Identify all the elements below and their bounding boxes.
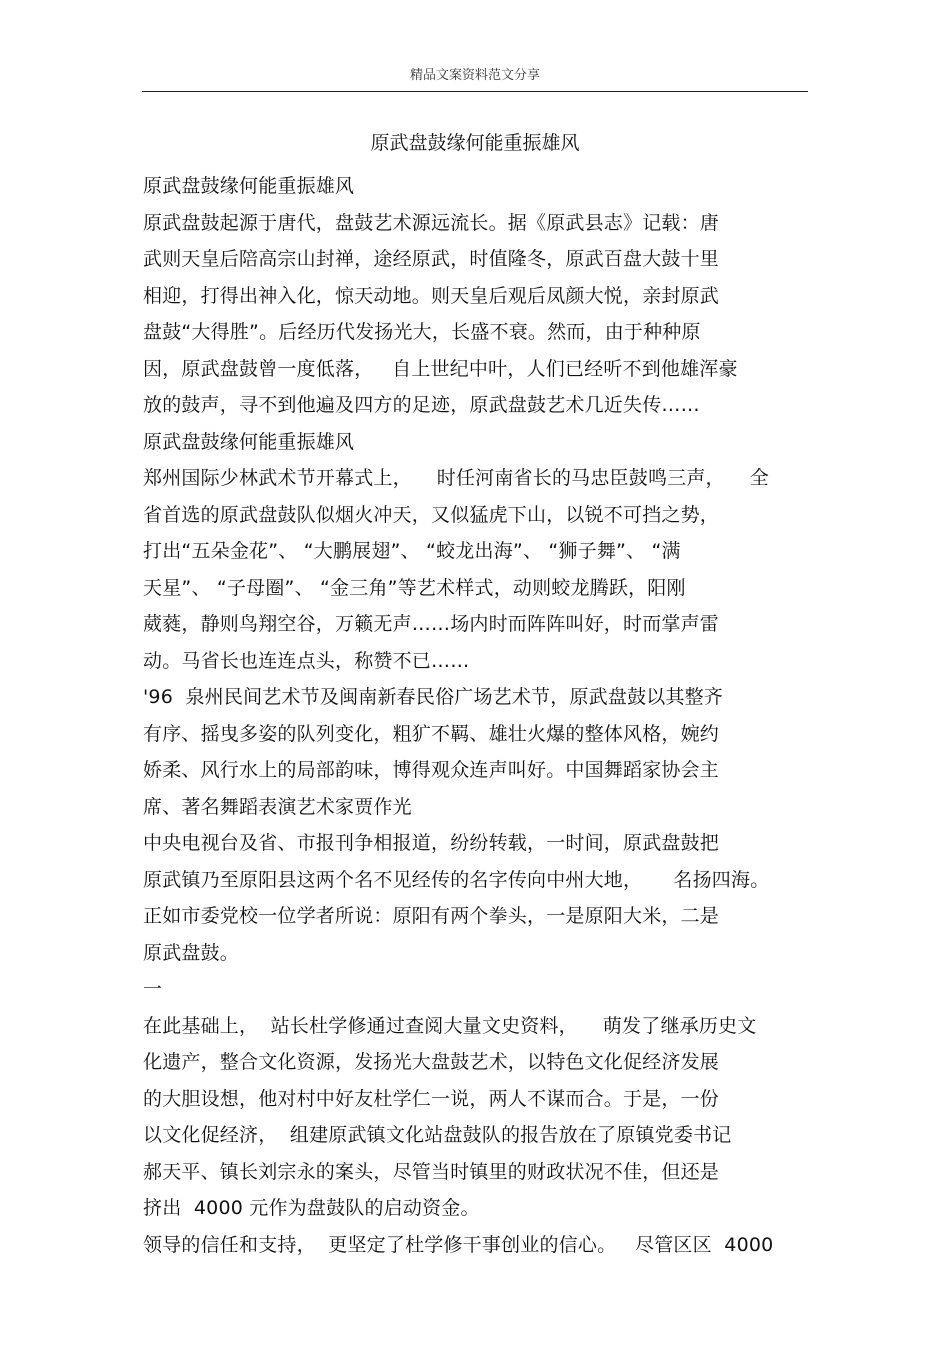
document-title: 原武盘鼓缘何能重振雄风 (370, 132, 580, 154)
body-line: 娇柔、风行水上的局部韵味，博得观众连声叫好。中国舞蹈家协会主 (143, 759, 720, 781)
body-line: 郑州国际少林武术节开幕式上， 时任河南省长的马忠臣鼓鸣三声， 全 (143, 467, 769, 489)
body-line: 动。马省长也连连点头，称赞不已…… (143, 649, 470, 672)
body-line: 省首选的原武盘鼓队似烟火冲天，又似猛虎下山，以锐不可挡之势， (143, 503, 720, 526)
body-line: 葳蕤，静则鸟翔空谷，万籁无声……场内时而阵阵叫好，时而掌声雷 (143, 613, 720, 635)
body-line: 中央电视台及省、市报刊争相报道，纷纷转载，一时间，原武盘鼓把 (143, 832, 720, 854)
body-line: 领导的信任和支持， 更坚定了杜学修干事创业的信心。 尽管区区 4000 (143, 1233, 774, 1256)
body-line: 原武盘鼓起源于唐代，盘鼓艺术源远流长。据《原武县志》记载：唐 (143, 211, 720, 234)
body-line: 挤出 4000 元作为盘鼓队的启动资金。 (143, 1197, 480, 1219)
document-body (143, 168, 823, 1263)
body-line: 武则天皇后陪高宗山封禅，途经原武，时值隆冬，原武百盘大鼓十里 (143, 248, 720, 270)
body-line: 原武镇乃至原阳县这两个名不见经传的名字传向中州大地， 名扬四海。 (143, 868, 770, 891)
body-line: '96 泉州民间艺术节及闽南新春民俗广场艺术节，原武盘鼓以其整齐 (143, 686, 724, 708)
body-line: 因，原武盘鼓曾一度低落， 自上世纪中叶，人们已经听不到他雄浑豪 (143, 357, 738, 380)
body-line: 原武盘鼓缘何能重振雄风 (143, 430, 355, 453)
body-line: 化遗产，整合文化资源，发扬光大盘鼓艺术，以特色文化促经济发展 (143, 1051, 720, 1073)
body-line: 席、著名舞蹈表演艺术家贾作光 (143, 795, 412, 818)
body-line: 的大胆设想，他对村中好友杜学仁一说，两人不谋而合。于是，一份 (143, 1087, 720, 1110)
body-line: 原武盘鼓。 (143, 941, 240, 964)
body-line: 打出“五朵金花”、 “大鹏展翅”、 “蛟龙出海”、 “狮子舞”、 “满 (143, 540, 681, 562)
body-line: 原武盘鼓缘何能重振雄风 (143, 175, 355, 197)
page-header-text: 精品文案资料范文分享 (409, 68, 540, 83)
body-line: 在此基础上， 站长杜学修通过查阅大量文史资料， 萌发了继承历史文 (143, 1014, 757, 1037)
body-line: 有序、摇曳多姿的队列变化，粗犷不羁、雄壮火爆的整体风格，婉约 (143, 722, 720, 745)
body-line: 正如市委党校一位学者所说：原阳有两个拳头，一是原阳大米，二是 (143, 905, 720, 927)
body-line: 一 (143, 978, 163, 1000)
header-divider (142, 91, 808, 92)
body-line: 相迎，打得出神入化，惊天动地。则天皇后观后凤颜大悦，亲封原武 (143, 284, 720, 307)
body-line: 盘鼓“大得胜”。后经历代发扬光大，长盛不衰。然而，由于种种原 (143, 321, 701, 343)
body-line: 天星”、 “子母圈”、 “金三角”等艺术样式，动则蛟龙腾跃，阳刚 (143, 576, 686, 599)
body-line: 以文化促经济， 组建原武镇文化站盘鼓队的报告放在了原镇党委书记 (143, 1124, 732, 1146)
body-line: 郝天平、镇长刘宗永的案头，尽管当时镇里的财政状况不佳，但还是 (143, 1160, 720, 1183)
body-line: 放的鼓声，寻不到他遍及四方的足迹，原武盘鼓艺术几近失传…… (143, 394, 700, 416)
